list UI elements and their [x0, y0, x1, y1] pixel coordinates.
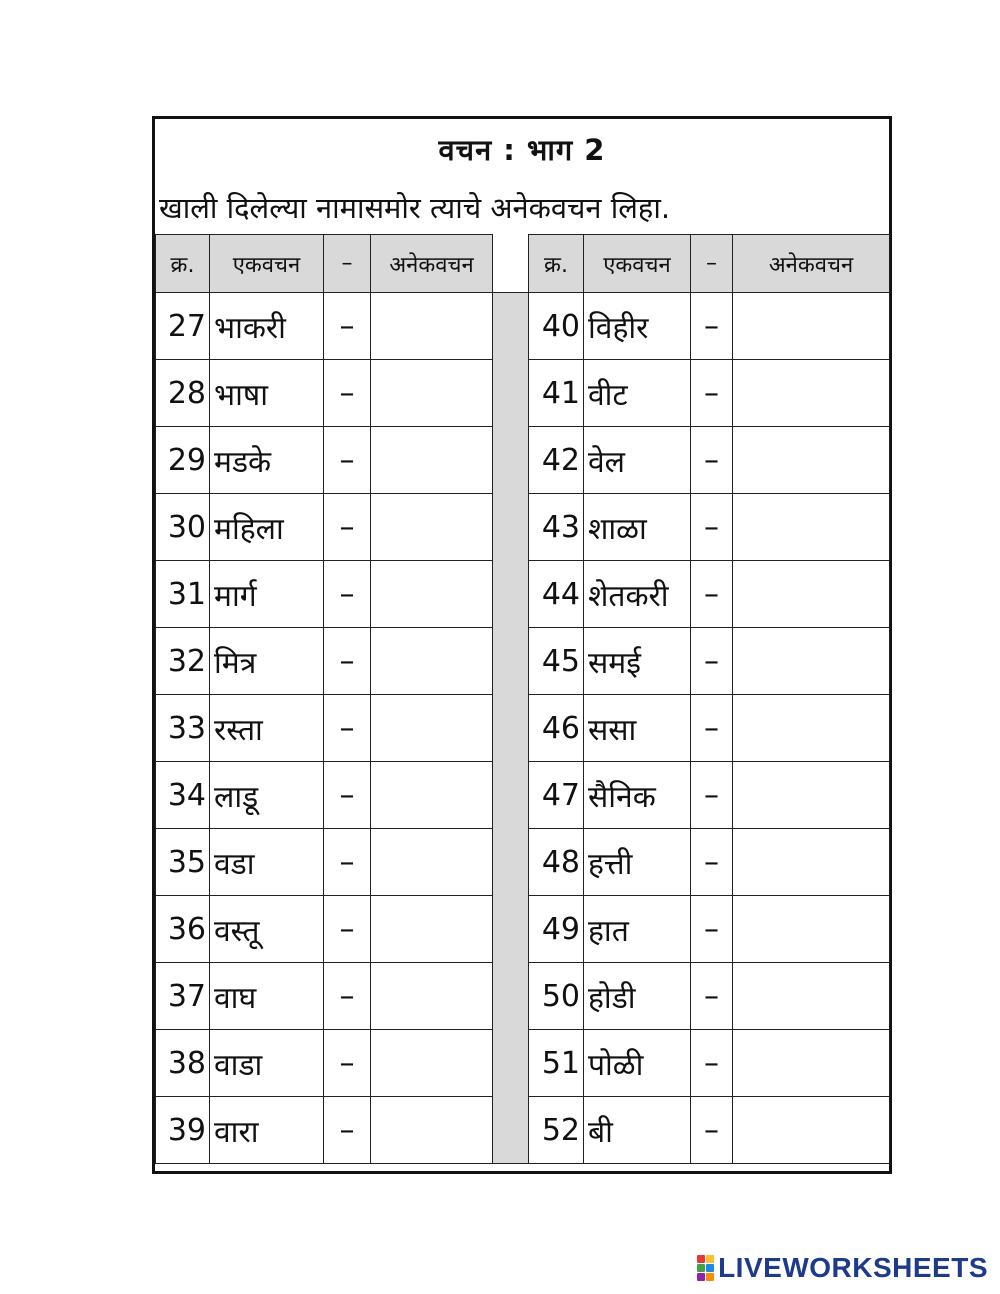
singular-word-right: होडी	[584, 963, 691, 1030]
singular-word-left: मित्र	[210, 628, 324, 695]
worksheet-instruction: खाली दिलेल्या नामासमोर त्याचे अनेकवचन लिहा.	[159, 190, 671, 225]
row-number-right: 52	[529, 1097, 584, 1164]
row-number-right: 46	[529, 695, 584, 762]
header-gap	[493, 235, 529, 293]
header-dash-right: –	[691, 235, 733, 293]
logo-square	[697, 1264, 705, 1272]
dash-separator-left: –	[324, 829, 371, 896]
column-gap	[493, 963, 529, 1030]
table-row	[156, 762, 890, 829]
singular-word-right: वीट	[584, 360, 691, 427]
column-gap	[493, 762, 529, 829]
singular-word-right: ससा	[584, 695, 691, 762]
row-number-right: 47	[529, 762, 584, 829]
dash-separator-right: –	[691, 360, 733, 427]
plural-answer-field-right[interactable]	[733, 963, 890, 1030]
row-number-right: 51	[529, 1030, 584, 1097]
column-gap	[493, 628, 529, 695]
dash-separator-right: –	[691, 293, 733, 360]
plural-answer-field-left[interactable]	[371, 1097, 493, 1164]
table-row	[156, 628, 890, 695]
singular-word-right: समई	[584, 628, 691, 695]
dash-separator-left: –	[324, 561, 371, 628]
singular-word-left: वारा	[210, 1097, 324, 1164]
plural-answer-field-right[interactable]	[733, 1097, 890, 1164]
row-number-left: 36	[156, 896, 210, 963]
header-number-right: क्र.	[529, 235, 584, 293]
plural-answer-field-right[interactable]	[733, 695, 890, 762]
table-header-row	[156, 235, 890, 293]
singular-word-right: सैनिक	[584, 762, 691, 829]
singular-word-left: लाडू	[210, 762, 324, 829]
dash-separator-left: –	[324, 762, 371, 829]
header-number-left: क्र.	[156, 235, 210, 293]
table-row	[156, 293, 890, 360]
header-dash-left: –	[324, 235, 371, 293]
dash-separator-right: –	[691, 1097, 733, 1164]
row-number-left: 35	[156, 829, 210, 896]
dash-separator-left: –	[324, 628, 371, 695]
dash-separator-left: –	[324, 1097, 371, 1164]
row-number-left: 38	[156, 1030, 210, 1097]
dash-separator-right: –	[691, 963, 733, 1030]
dash-separator-left: –	[324, 896, 371, 963]
dash-separator-right: –	[691, 561, 733, 628]
dash-separator-left: –	[324, 427, 371, 494]
row-number-left: 28	[156, 360, 210, 427]
dash-separator-right: –	[691, 762, 733, 829]
table-row	[156, 963, 890, 1030]
plural-answer-field-left[interactable]	[371, 561, 493, 628]
plural-answer-field-left[interactable]	[371, 427, 493, 494]
column-gap	[493, 896, 529, 963]
brand-name: LIVEWORKSHEETS	[718, 1252, 988, 1283]
dash-separator-right: –	[691, 896, 733, 963]
singular-word-right: बी	[584, 1097, 691, 1164]
singular-word-left: रस्ता	[210, 695, 324, 762]
plural-answer-field-right[interactable]	[733, 494, 890, 561]
plural-answer-field-left[interactable]	[371, 1030, 493, 1097]
table-row	[156, 829, 890, 896]
singular-word-right: हत्ती	[584, 829, 691, 896]
row-number-left: 31	[156, 561, 210, 628]
dash-separator-left: –	[324, 494, 371, 561]
plural-answer-field-left[interactable]	[371, 896, 493, 963]
dash-separator-right: –	[691, 628, 733, 695]
column-gap	[493, 695, 529, 762]
table-row	[156, 1097, 890, 1164]
plural-answer-field-right[interactable]	[733, 293, 890, 360]
plural-answer-field-left[interactable]	[371, 695, 493, 762]
column-gap	[493, 1030, 529, 1097]
row-number-left: 29	[156, 427, 210, 494]
row-number-left: 30	[156, 494, 210, 561]
logo-square	[697, 1273, 705, 1281]
singular-word-right: वेल	[584, 427, 691, 494]
dash-separator-left: –	[324, 695, 371, 762]
logo-square	[697, 1255, 705, 1263]
dash-separator-right: –	[691, 1030, 733, 1097]
table-row	[156, 1030, 890, 1097]
table-row	[156, 494, 890, 561]
dash-separator-left: –	[324, 293, 371, 360]
row-number-left: 32	[156, 628, 210, 695]
dash-separator-left: –	[324, 360, 371, 427]
column-gap	[493, 561, 529, 628]
row-number-right: 49	[529, 896, 584, 963]
plural-answer-field-right[interactable]	[733, 427, 890, 494]
plural-answer-field-right[interactable]	[733, 561, 890, 628]
column-gap	[493, 427, 529, 494]
plural-answer-field-right[interactable]	[733, 360, 890, 427]
logo-square	[706, 1273, 714, 1281]
plural-exercise-table	[155, 234, 890, 1164]
singular-word-right: हात	[584, 896, 691, 963]
table-row	[156, 896, 890, 963]
header-plural-left: अनेकवचन	[371, 235, 493, 293]
row-number-left: 39	[156, 1097, 210, 1164]
row-number-left: 27	[156, 293, 210, 360]
worksheet-title: वचन : भाग 2	[438, 132, 606, 167]
singular-word-left: भाषा	[210, 360, 324, 427]
row-number-right: 42	[529, 427, 584, 494]
column-gap	[493, 293, 529, 360]
header-singular-right: एकवचन	[584, 235, 691, 293]
table-row	[156, 561, 890, 628]
plural-answer-field-left[interactable]	[371, 360, 493, 427]
plural-answer-field-left[interactable]	[371, 762, 493, 829]
dash-separator-right: –	[691, 427, 733, 494]
singular-word-left: मार्ग	[210, 561, 324, 628]
singular-word-left: मडके	[210, 427, 324, 494]
singular-word-right: शाळा	[584, 494, 691, 561]
table-row	[156, 695, 890, 762]
logo-square	[706, 1264, 714, 1272]
row-number-left: 37	[156, 963, 210, 1030]
logo-square	[706, 1255, 714, 1263]
header-singular-left: एकवचन	[210, 235, 324, 293]
singular-word-right: विहीर	[584, 293, 691, 360]
row-number-right: 41	[529, 360, 584, 427]
dash-separator-left: –	[324, 1030, 371, 1097]
column-gap	[493, 1097, 529, 1164]
row-number-left: 34	[156, 762, 210, 829]
liveworksheets-brand[interactable]	[697, 1252, 988, 1284]
column-gap	[493, 360, 529, 427]
singular-word-left: भाकरी	[210, 293, 324, 360]
plural-answer-field-left[interactable]	[371, 293, 493, 360]
plural-answer-field-right[interactable]	[733, 896, 890, 963]
table-row	[156, 360, 890, 427]
row-number-right: 43	[529, 494, 584, 561]
header-plural-right: अनेकवचन	[733, 235, 890, 293]
column-gap	[493, 829, 529, 896]
row-number-right: 45	[529, 628, 584, 695]
singular-word-left: वाघ	[210, 963, 324, 1030]
singular-word-left: वडा	[210, 829, 324, 896]
dash-separator-right: –	[691, 494, 733, 561]
plural-answer-field-left[interactable]	[371, 829, 493, 896]
singular-word-right: पोळी	[584, 1030, 691, 1097]
plural-answer-field-right[interactable]	[733, 762, 890, 829]
worksheet-frame	[152, 116, 892, 1174]
singular-word-left: वस्तू	[210, 896, 324, 963]
liveworksheets-logo-icon	[697, 1255, 714, 1281]
plural-answer-field-right[interactable]	[733, 1030, 890, 1097]
plural-answer-field-left[interactable]	[371, 628, 493, 695]
dash-separator-right: –	[691, 695, 733, 762]
plural-answer-field-right[interactable]	[733, 829, 890, 896]
singular-word-right: शेतकरी	[584, 561, 691, 628]
row-number-right: 50	[529, 963, 584, 1030]
table-row	[156, 427, 890, 494]
singular-word-left: महिला	[210, 494, 324, 561]
plural-answer-field-left[interactable]	[371, 963, 493, 1030]
column-gap	[493, 494, 529, 561]
row-number-left: 33	[156, 695, 210, 762]
plural-answer-field-right[interactable]	[733, 628, 890, 695]
dash-separator-right: –	[691, 829, 733, 896]
row-number-right: 48	[529, 829, 584, 896]
dash-separator-left: –	[324, 963, 371, 1030]
row-number-right: 40	[529, 293, 584, 360]
plural-answer-field-left[interactable]	[371, 494, 493, 561]
row-number-right: 44	[529, 561, 584, 628]
singular-word-left: वाडा	[210, 1030, 324, 1097]
